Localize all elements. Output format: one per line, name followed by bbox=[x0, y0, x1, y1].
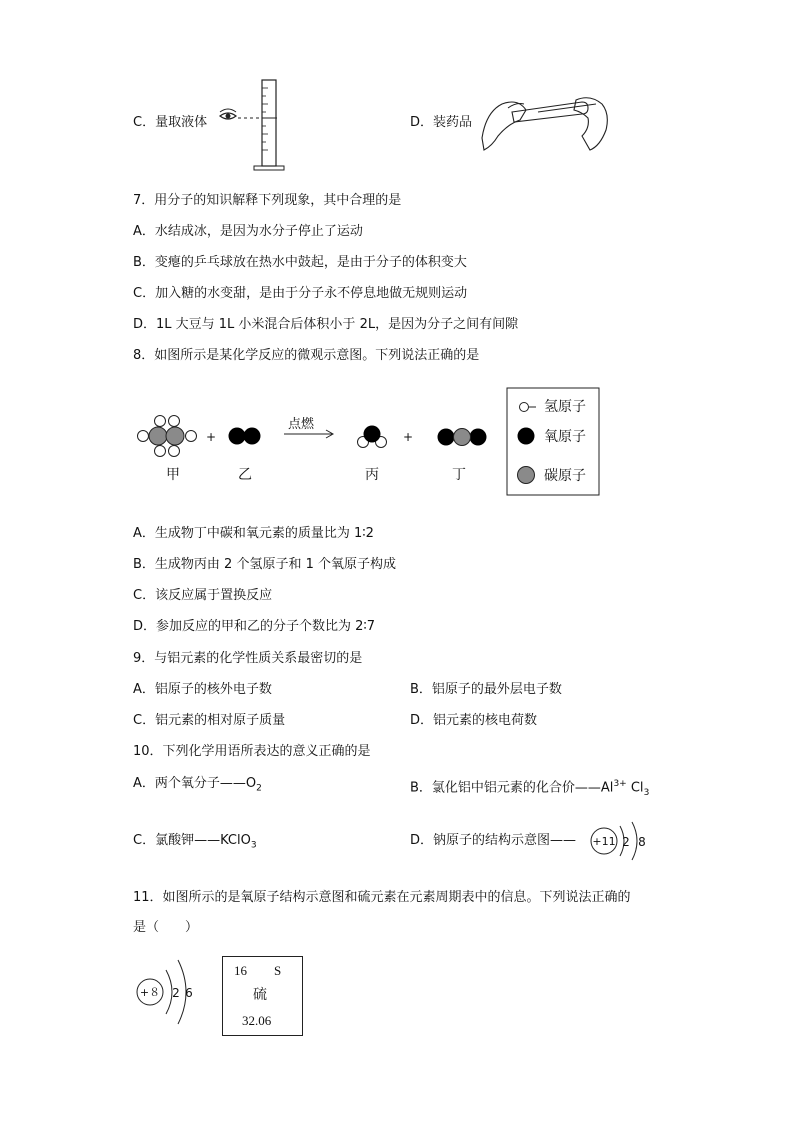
q10-option-c: C．氯酸钾——KClO$_3$ bbox=[133, 833, 257, 851]
label-ding: 丁 bbox=[452, 467, 466, 483]
legend-oxygen: 氧原子 bbox=[544, 429, 586, 445]
graduated-cylinder-figure bbox=[210, 76, 290, 172]
q9-option-d: D．铝元素的核电荷数 bbox=[410, 713, 538, 728]
sulfur-symbol: S bbox=[274, 963, 282, 978]
q8-option-b: B．生成物丙由 2 个氢原子和 1 个氧原子构成 bbox=[133, 557, 396, 572]
q11-stem-line2: 是（ ） bbox=[133, 920, 199, 935]
oxygen-electrons-shell1: 2 bbox=[172, 986, 180, 1000]
oxygen-atom-structure-diagram bbox=[132, 956, 202, 1028]
oxygen-electrons-shell2: 6 bbox=[185, 986, 193, 1000]
loading-powder-figure bbox=[478, 90, 613, 155]
label-bing: 丙 bbox=[365, 467, 379, 483]
q7-option-b: B．变瘪的乒乓球放在热水中鼓起，是由于分子的体积变大 bbox=[133, 255, 467, 270]
sulfur-name: 硫 bbox=[253, 987, 267, 1003]
sodium-electrons-shell2: 8 bbox=[638, 835, 646, 849]
carbon-legend-icon bbox=[518, 467, 535, 484]
molecule-ding bbox=[438, 429, 487, 446]
q6-option-c: C．量取液体 bbox=[133, 115, 208, 130]
q10-stem: 10．下列化学用语所表达的意义正确的是 bbox=[133, 744, 371, 759]
q9-stem: 9．与铝元素的化学性质关系最密切的是 bbox=[133, 651, 363, 666]
q7-option-a: A．水结成冰，是因为水分子停止了运动 bbox=[133, 224, 363, 239]
sodium-nucleus-charge: +11 bbox=[592, 835, 616, 848]
oxygen-nucleus-charge: +８ bbox=[139, 986, 161, 999]
q7-stem: 7．用分子的知识解释下列现象，其中合理的是 bbox=[133, 193, 402, 208]
label-yi: 乙 bbox=[238, 467, 252, 483]
q7-option-d: D．1L 大豆与 1L 小米混合后体积小于 2L，是因为分子之间有间隙 bbox=[133, 317, 519, 332]
sulfur-atomic-number: 16 bbox=[234, 963, 247, 978]
q8-option-c: C．该反应属于置换反应 bbox=[133, 588, 273, 603]
legend-hydrogen: 氢原子 bbox=[544, 399, 586, 415]
molecule-yi bbox=[229, 428, 261, 445]
label-jia: 甲 bbox=[166, 467, 180, 483]
q10-option-a: A．两个氧分子$——O_2$ bbox=[133, 776, 262, 794]
q10-option-d: D．钠原子的结构示意图—— bbox=[410, 833, 577, 848]
q8-option-d: D．参加反应的甲和乙的分子个数比为 2∶7 bbox=[133, 619, 376, 634]
q8-option-a: A．生成物丁中碳和氧元素的质量比为 1∶2 bbox=[133, 526, 374, 541]
plus-sign-1: + bbox=[206, 430, 217, 444]
q6-option-d: D．装药品 bbox=[410, 115, 473, 130]
molecule-bing bbox=[358, 426, 387, 448]
arrow-label: 点燃 bbox=[288, 417, 315, 432]
oxygen-legend-icon bbox=[518, 428, 535, 445]
q9-option-b: B．铝原子的最外层电子数 bbox=[410, 682, 562, 697]
q8-stem: 8．如图所示是某化学反应的微观示意图。下列说法正确的是 bbox=[133, 348, 480, 363]
hydrogen-legend-icon bbox=[520, 403, 529, 412]
sulfur-element-card bbox=[222, 956, 303, 1036]
legend-carbon: 碳原子 bbox=[544, 468, 586, 484]
molecule-jia bbox=[138, 416, 197, 457]
q9-option-c: C．铝元素的相对原子质量 bbox=[133, 713, 286, 728]
q11-stem-line1: 11．如图所示的是氧原子结构示意图和硫元素在元素周期表中的信息。下列说法正确的 bbox=[133, 890, 631, 905]
q7-option-c: C．加入糖的水变甜，是由于分子永不停息地做无规则运动 bbox=[133, 286, 468, 301]
sodium-electrons-shell1: 2 bbox=[622, 835, 630, 849]
plus-sign-2: + bbox=[403, 430, 414, 444]
q10-option-b: B．氯化铝中铝元素的化合价$——Al^{3+}$ $Cl_3$ bbox=[410, 779, 650, 798]
reaction-diagram bbox=[130, 385, 610, 500]
sulfur-atomic-mass: 32.06 bbox=[242, 1013, 272, 1028]
q9-option-a: A．铝原子的核外电子数 bbox=[133, 682, 272, 697]
sodium-atom-structure-diagram bbox=[586, 818, 656, 864]
